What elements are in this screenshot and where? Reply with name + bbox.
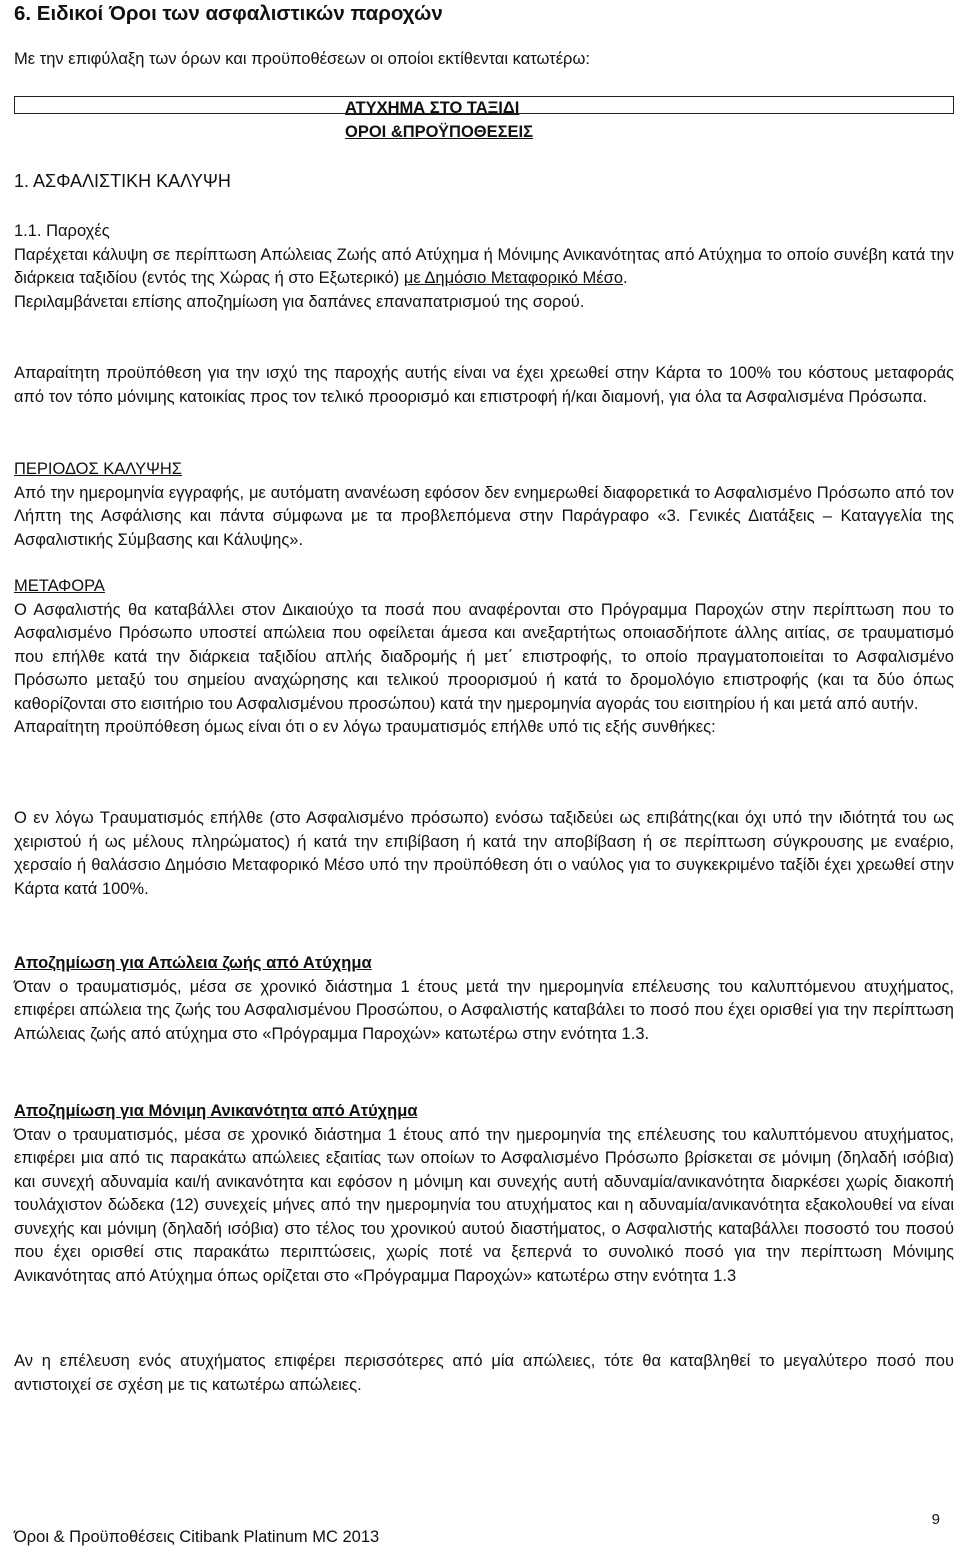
transport-heading: ΜΕΤΑΦΟΡΑ — [14, 577, 105, 595]
disability-section — [14, 1100, 954, 1288]
disability-text: Όταν ο τραυματισμός, μέσα σε χρονικό διάστημα 1 έτους από την ημερομηνία της επέλευσης του καλυπτόμενου ατυχήματος, επιφέρει μια από τις παρακάτω απώλειες εξαιτίας των οποίων το Ασφαλισμένο Πρόσωπο βρίσκεται σε μόνιμη (δηλαδή ισόβια) και συνεχή αδυναμία και/ή ανικανότητα και εφόσον η μόνιμη και συνεχής αυτή αδυναμία/ανικανότητα διαρκέσει χωρίς διακοπή τουλάχιστον δώδεκα (12) συνεχείς μήνες από την ημερομηνία του ατυχήματος και η αδυναμία/ανικανότητα εξακολουθεί να είναι συνεχής και μόνιμη (δηλαδή ισόβια) στο τέλος του χρονικού αυτού διαστήματος, ο Ασφαλιστής καταβάλλει ποσοστό του ποσού που έχει ορισθεί στις παρακάτω περιπτώσεις, χωρίς ποτέ να ξεπερνά το συνολικό ποσό για την περίπτωση Μόνιμης Ανικανότητας από Ατύχημα όπως ορίζεται στο «Πρόγραμμα Παροχών» κατωτέρω στην ενότητα 1.3 — [14, 1125, 954, 1285]
banner-title: ΑΤΥΧΗΜΑ ΣΤΟ ΤΑΞΙΔΙ — [345, 99, 520, 117]
public-transport-term: με Δημόσιο Μεταφορικό Μέσο — [403, 269, 624, 287]
benefits-text: Παρέχεται κάλυψη σε περίπτωση Απώλειας Ζωής από Ατύχημα ή Μόνιμης Ανικανότητας από Ατύχημα το οποίο συνέβη κατά την διάρκεια ταξιδίου (εντός της Χώρας ή στο Εξωτερικό) — [14, 245, 954, 287]
transport-text: Ο Ασφαλιστής θα καταβάλλει στον Δικαιούχο τα ποσά που αναφέρονται στο Πρόγραμμα Παροχών στην περίπτωση που το Ασφαλισμένο Πρόσωπο υποστεί απώλεια που οφείλεται άμεσα και ανεξαρτήτως οποιασδήποτε άλλης αιτίας, σε τραυματισμό που επήλθε κατά την διάρκεια ταξιδίου απλής διαδρομής ή μετ΄ επιστροφής, το οποίο πραγματοποιείται το Ασφαλισμένο Πρόσωπο μεταξύ του σημείου αναχώρησης και τελικού προορισμού ή κατά το δρομολόγιο επιστροφής (και τα δύο όπως καθορίζονται στο εισιτήριο του Ασφαλισμένου προσώπου) κατά την ημερομηνία αγοράς του εισιτηρίου ή και μετά από αυτήν. — [14, 600, 954, 713]
transport-circumstances: Ο εν λόγω Τραυματισμός επήλθε (στο Ασφαλισμένο πρόσωπο) ενόσω ταξιδεύει ως επιβάτης(και όχι υπό την ιδιότητά του ως χειριστού ή ως μέλους πληρώματος) ή κατά την επιβίβαση ή κατά την αποβίβαση ή σε περίπτωση σύγκρουσης με εναέριο, χερσαίο ή θαλάσσιο Δημόσιο Μεταφορικό Μέσο υπό την προϋπόθεση ότι ο ναύλος για το συγκεκριμένο ταξίδι έχει χρεωθεί στην Κάρτα κατά 100%. — [14, 809, 954, 898]
banner-subtitle: ΟΡΟΙ &ΠΡΟΫΠΟΘΕΣΕΙΣ — [345, 123, 534, 141]
period-text: Από την ημερομηνία εγγραφής, με αυτόματη ανανέωση εφόσον δεν ενημερωθεί διαφορετικά το Ασφαλισμένο Πρόσωπο από τον Λήπτη της Ασφάλισης και πάντα σύμφωνα με τα προβλεπόμενα στην Παράγραφο «3. Γενικές Διατάξεις – Καταγγελία της Ασφαλιστικής Σύμβασης και Κάλυψης». — [14, 483, 954, 549]
repatriation-text: Περιλαμβάνεται επίσης αποζημίωση για δαπάνες επαναπατρισμού της σορού. — [14, 292, 585, 311]
intro-text: Με την επιφύλαξη των όρων και προϋποθέσεων οι οποίοι εκτίθενται κατωτέρω: — [14, 50, 590, 68]
disability-heading: Αποζημίωση για Μόνιμη Ανικανότητα από Ατύχημα — [14, 1102, 418, 1120]
death-section — [14, 952, 954, 1046]
death-heading: Αποζημίωση για Απώλεια ζωής από Ατύχημα — [14, 954, 372, 972]
benefits-text-end: . — [623, 269, 628, 287]
footer-text: Όροι & Προϋποθέσεις Citibank Platinum MC 2013 — [14, 1528, 380, 1546]
section-title: 6. Ειδικοί Όροι των ασφαλιστικών παροχών — [14, 2, 443, 25]
multiple-losses-paragraph: Αν η επέλευση ενός ατυχήματος επιφέρει περισσότερες από μία απώλειες, τότε θα καταβληθεί το μεγαλύτερο ποσό που αντιστοιχεί σε σχέση με τις κατωτέρω απώλειες. — [14, 1352, 954, 1394]
period-section — [14, 458, 954, 552]
coverage-heading: 1. ΑΣΦΑΛΙΣΤΙΚΗ ΚΑΛΥΨΗ — [14, 171, 231, 191]
page-number: 9 — [931, 1511, 940, 1528]
benefits-section — [14, 220, 954, 314]
benefits-subheading: 1.1. Παροχές — [14, 222, 110, 240]
prerequisite-paragraph: Απαραίτητη προϋπόθεση για την ισχύ της παροχής αυτής είναι να έχει χρεωθεί στην Κάρτα το 100% του κόστους μεταφοράς από τον τόπο μόνιμης κατοικίας προς τον τελικό προορισμό και επιστροφή ή/και διαμονή, για όλα τα Ασφαλισμένα Πρόσωπα. — [14, 364, 954, 406]
death-text: Όταν ο τραυματισμός, μέσα σε χρονικό διάστημα 1 έτους μετά την ημερομηνία επέλευσης του καλυπτόμενου ατυχήματος, επιφέρει απώλεια της ζωής του Ασφαλισμένου Προσώπου, ο Ασφαλιστής καταβάλει το ποσό που έχει ορισθεί για την περίπτωση Απώλειας ζωής από ατύχημα στο «Πρόγραμμα Παροχών» κατωτέρω στην ενότητα 1.3. — [14, 977, 954, 1043]
transport-condition: Απαραίτητη προϋπόθεση όμως είναι ότι ο εν λόγω τραυματισμός επήλθε υπό τις εξής συνθήκες: — [14, 718, 716, 736]
transport-section — [14, 575, 954, 740]
benefits-paragraph — [14, 244, 954, 291]
period-heading: ΠΕΡΙΟΔΟΣ ΚΑΛΥΨΗΣ — [14, 460, 183, 478]
